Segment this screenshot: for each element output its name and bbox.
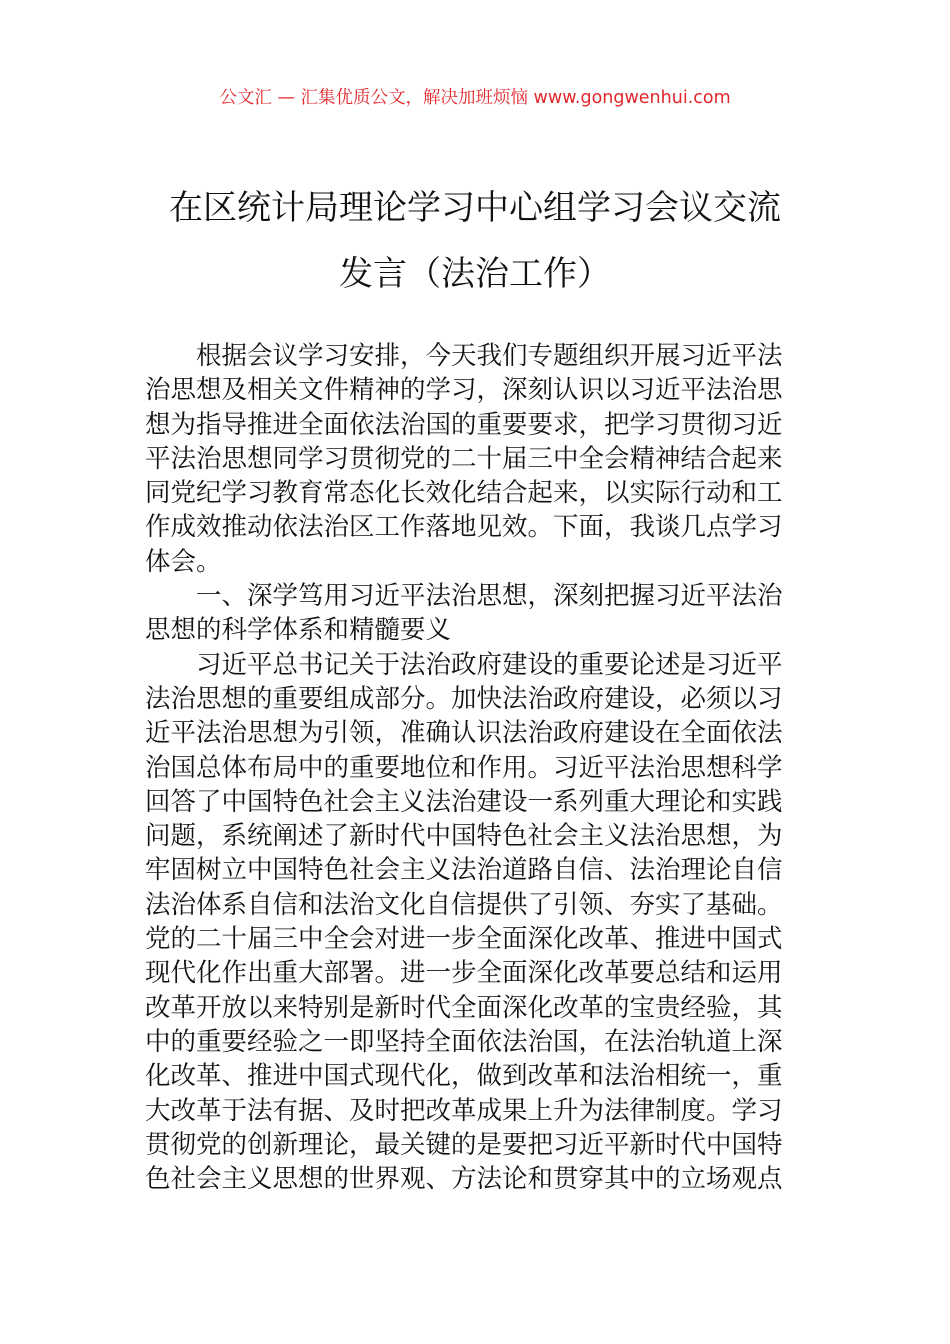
watermark-header: 公文汇 — 汇集优质公文，解决加班烦恼 www.gongwenhui.com — [219, 88, 731, 108]
paragraph-line: 近平法治思想为引领，准确认识法治政府建设在全面依法 — [145, 718, 783, 749]
document-title-line-2: 发言（法治工作） — [339, 254, 611, 294]
paragraph-line: 习近平总书记关于法治政府建设的重要论述是习近平 — [196, 649, 783, 680]
paragraph-line: 现代化作出重大部署。进一步全面深化改革要总结和运用 — [145, 958, 783, 989]
paragraph-line: 治思想及相关文件精神的学习，深刻认识以习近平法治思 — [145, 375, 783, 406]
paragraph-line: 作成效推动依法治区工作落地见效。下面，我谈几点学习 — [145, 512, 783, 543]
paragraph-line: 治国总体布局中的重要地位和作用。习近平法治思想科学 — [145, 752, 783, 783]
paragraph-line: 平法治思想同学习贯彻党的二十届三中全会精神结合起来 — [145, 443, 783, 474]
paragraph-line: 体会。 — [145, 546, 222, 577]
paragraph-line: 大改革于法有据、及时把改革成果上升为法律制度。学习 — [145, 1095, 783, 1126]
paragraph-line: 改革开放以来特别是新时代全面深化改革的宝贵经验，其 — [145, 992, 783, 1023]
document-title-line-1: 在区统计局理论学习中心组学习会议交流 — [169, 188, 781, 228]
paragraph-line: 回答了中国特色社会主义法治建设一系列重大理论和实践 — [145, 786, 783, 817]
paragraph-line: 根据会议学习安排，今天我们专题组织开展习近平法 — [196, 341, 783, 371]
paragraph-line: 色社会主义思想的世界观、方法论和贯穿其中的立场观点 — [145, 1164, 783, 1195]
paragraph-line: 法治思想的重要组成部分。加快法治政府建设，必须以习 — [145, 683, 783, 714]
paragraph-line: 问题，系统阐述了新时代中国特色社会主义法治思想，为 — [145, 821, 783, 852]
paragraph-line: 化改革、推进中国式现代化，做到改革和法治相统一，重 — [145, 1061, 783, 1092]
paragraph-line: 党的二十届三中全会对进一步全面深化改革、推进中国式 — [145, 924, 783, 955]
paragraph-line: 法治体系自信和法治文化自信提供了引领、夯实了基础。 — [145, 889, 783, 920]
paragraph-line: 中的重要经验之一即坚持全面依法治国，在法治轨道上深 — [145, 1026, 783, 1057]
paragraph-line: 贯彻党的创新理论，最关键的是要把习近平新时代中国特 — [145, 1129, 783, 1160]
document-body — [145, 339, 807, 1196]
section-heading-line: 思想的科学体系和精髓要义 — [145, 615, 452, 646]
paragraph-line: 牢固树立中国特色社会主义法治道路自信、法治理论自信 — [145, 855, 783, 886]
paragraph-line: 想为指导推进全面依法治国的重要要求，把学习贯彻习近 — [145, 409, 783, 440]
section-heading-line: 一、深学笃用习近平法治思想，深刻把握习近平法治 — [196, 581, 783, 612]
paragraph-line: 同党纪学习教育常态化长效化结合起来，以实际行动和工 — [145, 478, 783, 509]
